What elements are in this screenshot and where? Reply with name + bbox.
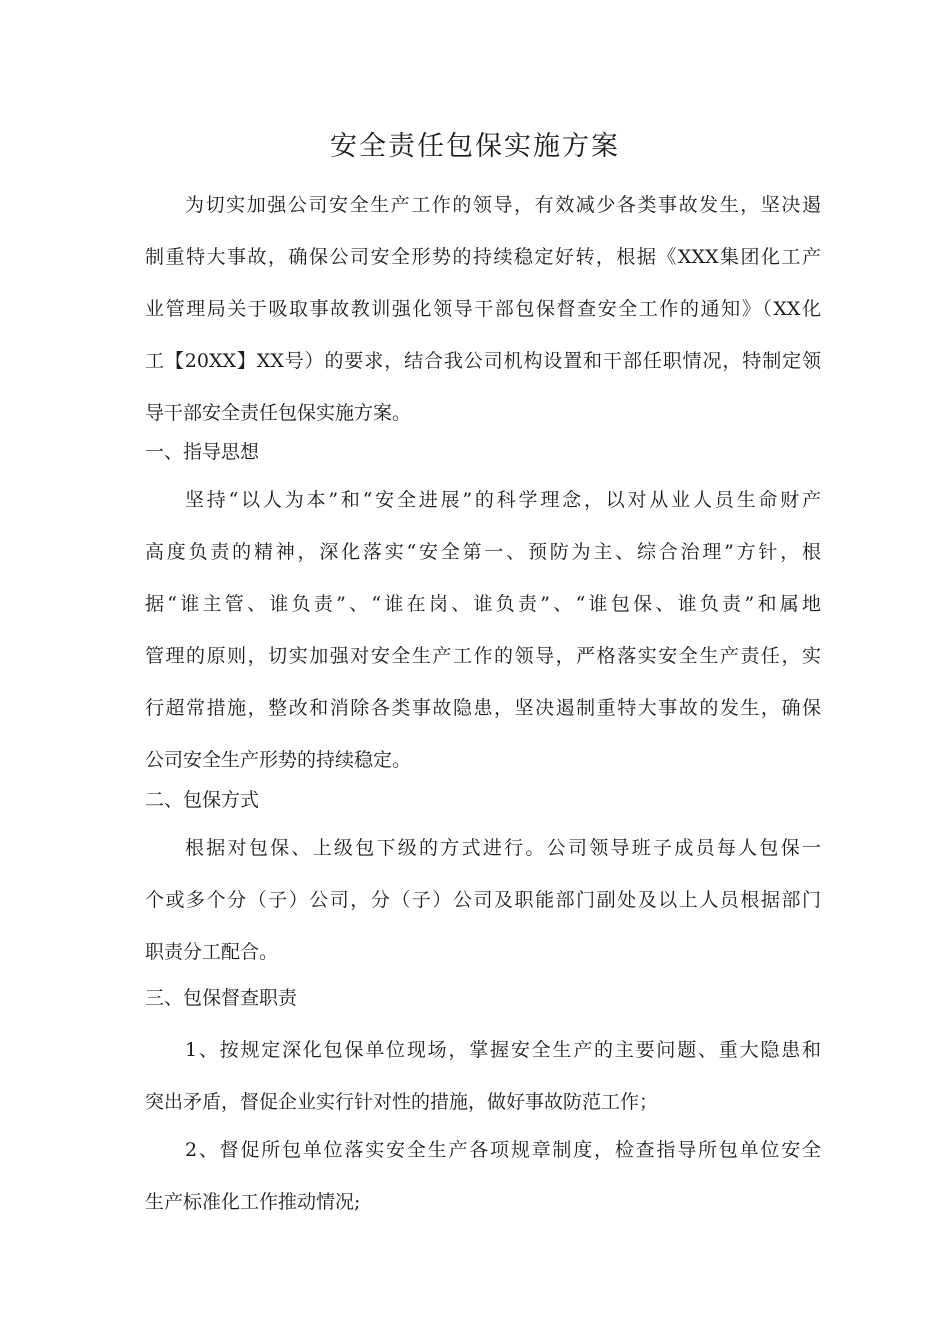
text-line: 管理的原则，切实加强对安全生产工作的领导，严格落实安全生产责任，实 xyxy=(145,645,821,667)
intro-paragraph xyxy=(145,179,821,439)
duty-item-1 xyxy=(145,1024,821,1128)
text-line: 公司安全生产形势的持续稳定。 xyxy=(145,749,412,771)
section-heading-guarantee-method: 二、包保方式 xyxy=(145,789,260,811)
text-line: 据“谁主管、谁负责”、“谁在岗、谁负责”、“谁包保、谁负责”和属地 xyxy=(145,593,821,615)
text-line: 为切实加强公司安全生产工作的领导，有效减少各类事故发生，坚决遏 xyxy=(185,194,821,216)
text-line: 导干部安全责任包保实施方案。 xyxy=(145,402,412,424)
section2-paragraph xyxy=(145,822,821,978)
text-line: 坚持“以人为本”和“安全进展”的科学理念，以对从业人员生命财产 xyxy=(185,489,821,511)
text-line: 1、按规定深化包保单位现场，掌握安全生产的主要问题、重大隐患和 xyxy=(185,1039,821,1061)
text-line: 业管理局关于吸取事故教训强化领导干部包保督查安全工作的通知》（XX化 xyxy=(145,298,821,320)
section-heading-guiding-thought: 一、指导思想 xyxy=(145,441,260,463)
section1-paragraph xyxy=(145,474,821,786)
text-line: 职责分工配合。 xyxy=(145,941,279,963)
text-line: 高度负责的精神，深化落实“安全第一、预防为主、综合治理”方针，根 xyxy=(145,541,821,563)
duty-item-2 xyxy=(145,1124,821,1228)
text-line: 2、督促所包单位落实安全生产各项规章制度，检查指导所包单位安全 xyxy=(185,1139,821,1161)
text-line: 根据对包保、上级包下级的方式进行。公司领导班子成员每人包保一 xyxy=(185,837,821,859)
text-line: 生产标准化工作推动情况; xyxy=(145,1191,361,1213)
text-line: 制重特大事故，确保公司安全形势的持续稳定好转，根据《XXX集团化工产 xyxy=(145,246,821,268)
text-line: 个或多个分（子）公司，分（子）公司及职能部门副处及以上人员根据部门 xyxy=(145,889,821,911)
document-title: 安全责任包保实施方案 xyxy=(330,131,620,162)
text-line: 突出矛盾，督促企业实行针对性的措施，做好事故防范工作； xyxy=(145,1091,659,1113)
text-line: 工【20XX】XX号）的要求，结合我公司机构设置和干部任职情况，特制定领 xyxy=(145,350,821,372)
section-heading-supervision-duties: 三、包保督查职责 xyxy=(145,987,298,1009)
text-line: 行超常措施，整改和消除各类事故隐患，坚决遏制重特大事故的发生，确保 xyxy=(145,697,821,719)
